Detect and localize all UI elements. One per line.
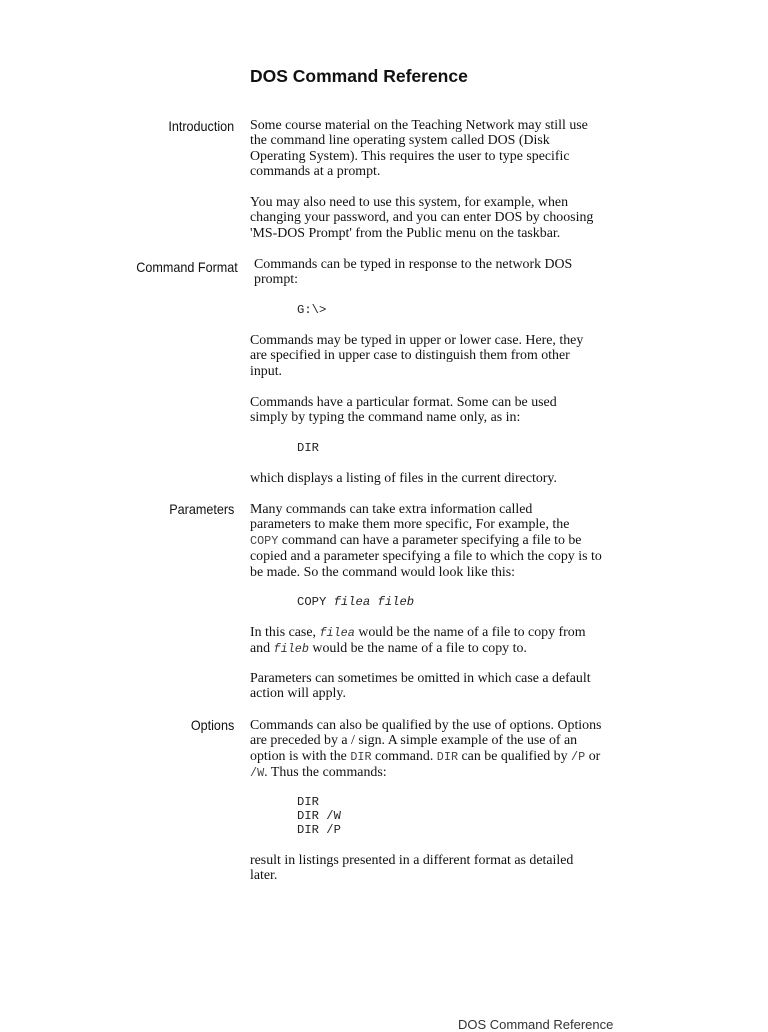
command-format-paragraph-1: Commands can be typed in response to the network DOS prompt: [254,257,573,288]
options-paragraph-1: Commands can also be qualified by the use of options. Options are preceded by a / sign. A simple example of the use of an option is with the DIR command. DIR can be qualified by /P or /W. Thus the commands: [250,718,602,781]
command-format-paragraph-3: Commands have a particular format. Some can be used simply by typing the command name only, as in: [250,395,557,426]
section-label-introduction: Introduction [168,118,234,134]
dir-code: DIR [297,441,319,455]
options-code-block: DIR DIR /W DIR /P [297,795,341,837]
parameters-paragraph-2: In this case, filea would be the name of a file to copy from and fileb would be the name of a file to copy to. [250,625,586,657]
introduction-paragraph-1: Some course material on the Teaching Network may still use the command line operating system called DOS (Disk Operating System). This requires the user to type specific commands at a prompt. [250,118,588,180]
page-title: DOS Command Reference [250,66,468,86]
copy-command-code: COPY filea fileb [297,595,415,609]
prompt-code: G:\> [297,303,327,317]
section-label-options: Options [190,717,234,733]
parameters-paragraph-3: Parameters can sometimes be omitted in which case a default action will apply. [250,671,591,702]
parameters-paragraph-1: Many commands can take extra information called parameters to make them more specific, For example, the COPY command can have a parameter specifying a file to be copied and a parameter specifying a file to which the copy is to be made. So the command would look like this: [250,502,602,580]
section-label-parameters: Parameters [168,501,234,517]
inline-code-copy: COPY [250,533,279,548]
command-format-paragraph-4: which displays a listing of files in the current directory. [250,471,557,486]
introduction-paragraph-2: You may also need to use this system, for example, when changing your password, and you can enter DOS by choosing 'MS-DOS Prompt' from the Public menu on the taskbar. [250,195,594,241]
section-label-command-format: Command Format [136,259,238,275]
options-paragraph-2: result in listings presented in a different format as detailed later. [250,853,574,884]
page-footer: DOS Command Reference [458,1017,614,1032]
command-format-paragraph-2: Commands may be typed in upper or lower case. Here, they are specified in upper case to distinguish them from other input. [250,333,584,379]
